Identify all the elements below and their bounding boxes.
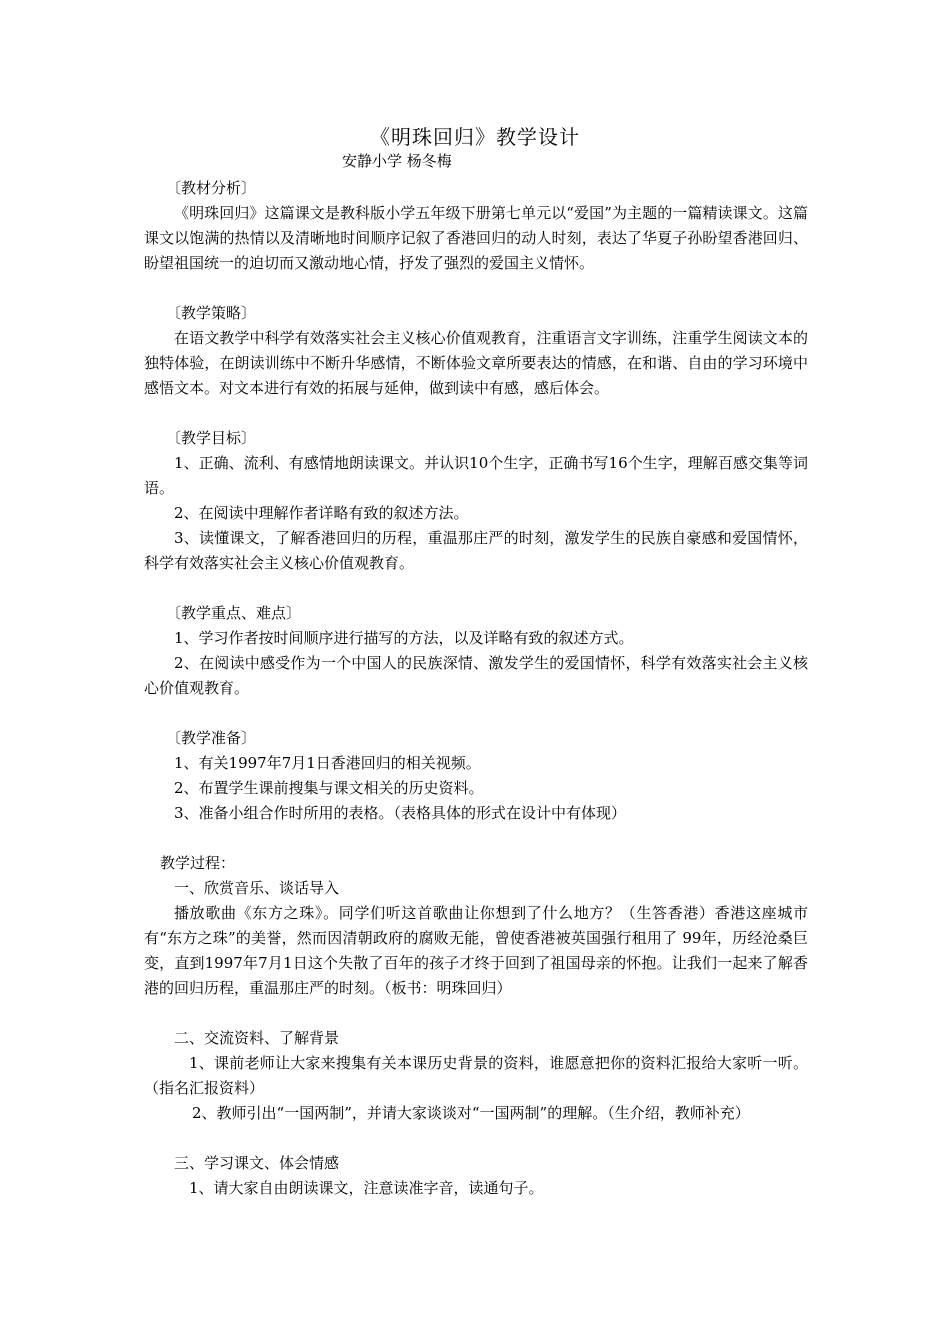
document-author: 安静小学 杨冬梅 <box>342 152 452 170</box>
spacer <box>144 826 808 851</box>
key-point-item: 1、学习作者按时间顺序进行描写的方法，以及详略有致的叙述方式。 <box>174 629 634 647</box>
preparation-heading: 〔教学准备〕 <box>166 729 257 747</box>
strategy-heading: 〔教学策略〕 <box>166 304 257 322</box>
spacer <box>144 1001 808 1026</box>
key-points-heading: 〔教学重点、难点〕 <box>166 604 302 622</box>
document-title: 《明珠回归》教学设计 <box>370 125 580 149</box>
key-point-item: 2、在阅读中感受作为一个中国人的民族深情、激发学生的爱国情怀，科学有效落实社会主义核心价值观教育。 <box>144 654 808 697</box>
preparation-item: 1、有关1997年7月1日香港回归的相关视频。 <box>174 754 481 772</box>
spacer <box>144 1126 808 1151</box>
process-section-title: 二、交流资料、了解背景 <box>174 1029 340 1047</box>
process-step-item: 2、教师引出“一国两制”，并请大家谈谈对“一国两制”的理解。（生介绍，教师补充） <box>192 1104 750 1122</box>
preparation-item: 2、布置学生课前搜集与课文相关的历史资料。 <box>174 779 484 797</box>
spacer <box>144 576 808 601</box>
goal-item: 2、在阅读中理解作者详略有致的叙述方法。 <box>174 504 469 522</box>
process-section-title: 一、欣赏音乐、谈话导入 <box>174 879 340 897</box>
process-heading: 教学过程： <box>160 854 236 872</box>
process-section-title: 三、学习课文、体会情感 <box>174 1154 340 1172</box>
spacer <box>144 276 808 301</box>
materials-paragraph: 《明珠回归》这篇课文是教科版小学五年级下册第七单元以“爱国”为主题的一篇精读课文。这篇课文以饱满的热情以及清晰地时间顺序记叙了香港回归的动人时刻，表达了华夏子孙盼望香港回归、盼望祖国统一的迫切而又激动地心情，抒发了强烈的爱国主义情怀。 <box>144 204 808 272</box>
process-step-item: 1、请大家自由朗读课文，注意读准字音，读通句子。 <box>189 1179 544 1197</box>
goal-item: 3、读懂课文，了解香港回归的历程，重温那庄严的时刻，激发学生的民族自豪感和爱国情怀，科学有效落实社会主义核心价值观教育。 <box>144 529 808 572</box>
goals-heading: 〔教学目标〕 <box>166 429 257 447</box>
spacer <box>144 401 808 426</box>
materials-heading: 〔教材分析〕 <box>166 179 257 197</box>
strategy-paragraph: 在语文教学中科学有效落实社会主义核心价值观教育，注重语言文字训练，注重学生阅读文本的独特体验，在朗读训练中不断升华感情，不断体验文章所要表达的情感，在和谐、自由的学习环境中感悟文本。对文本进行有效的拓展与延伸，做到读中有感，感后体会。 <box>144 329 808 397</box>
preparation-item: 3、准备小组合作时所用的表格。（表格具体的形式在设计中有体现） <box>174 804 627 822</box>
process-step-item: 1、课前老师让大家来搜集有关本课历史背景的资料，谁愿意把你的资料汇报给大家听一听。（指名汇报资料） <box>144 1054 808 1097</box>
process-section-paragraph: 播放歌曲《东方之珠》。同学们听这首歌曲让你想到了什么地方？（生答香港）香港这座城市有“东方之珠”的美誉，然而因清朝政府的腐败无能，曾使香港被英国强行租用了 99年，历经沧桑巨变，直到1997年7月1日这个失散了百年的孩子才终于回到了祖国母亲的怀抱。让我们一起来了解香港的回归历程，重温那庄严的时刻。（板书：明珠回归） <box>144 904 808 997</box>
document-body <box>144 176 808 1201</box>
goal-item: 1、正确、流利、有感情地朗读课文。并认识10个生字，正确书写16个生字，理解百感交集等词语。 <box>144 454 808 497</box>
spacer <box>144 701 808 726</box>
